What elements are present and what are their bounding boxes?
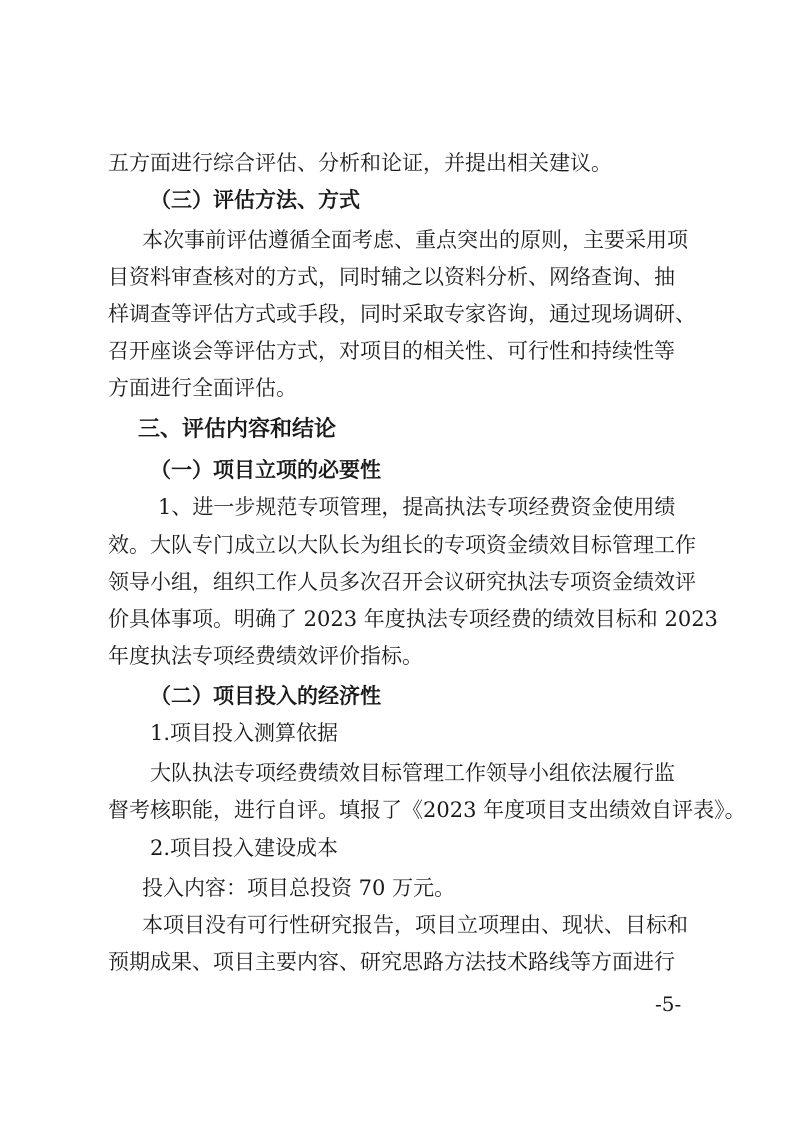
section-heading: 三、评估内容和结论	[138, 417, 337, 442]
paragraph-line: 五方面进行综合评估、分析和论证，并提出相关建议。	[108, 151, 612, 175]
paragraph-line: 目资料审查核对的方式，同时辅之以资料分析、网络查询、抽	[108, 265, 675, 289]
paragraph-line: 大队执法专项经费绩效目标管理工作领导小组依法履行监	[150, 761, 675, 785]
paragraph-line: 效。大队专门成立以大队长为组长的专项资金绩效目标管理工作	[108, 533, 696, 557]
paragraph-line: 价具体事项。明确了 2023 年度执法专项经费的绩效目标和 2023	[108, 607, 718, 631]
paragraph-line: 本项目没有可行性研究报告，项目立项理由、现状、目标和	[142, 913, 688, 937]
paragraph-line: 1、进一步规范专项管理，提高执法专项经费资金使用绩	[158, 495, 676, 519]
subsection-heading: （三）评估方法、方式	[150, 187, 360, 212]
subsection-heading: （二）项目投入的经济性	[150, 683, 381, 708]
paragraph-line: 督考核职能，进行自评。填报了《2023 年度项目支出绩效自评表》。	[108, 798, 746, 822]
paragraph-line: 领导小组，组织工作人员多次召开会议研究执法专项资金绩效评	[108, 570, 696, 594]
item-heading: 2.项目投入建设成本	[150, 836, 339, 860]
paragraph-line: 年度执法专项经费绩效评价指标。	[108, 644, 423, 668]
paragraph-line: 方面进行全面评估。	[108, 376, 297, 400]
paragraph-line: 预期成果、项目主要内容、研究思路方法技术路线等方面进行	[108, 950, 675, 974]
paragraph-line: 样调查等评估方式或手段，同时采取专家咨询，通过现场调研、	[108, 302, 696, 326]
subsection-heading: （一）项目立项的必要性	[150, 457, 381, 482]
page-number: -5-	[655, 992, 682, 1016]
paragraph-line: 召开座谈会等评估方式，对项目的相关性、可行性和持续性等	[108, 339, 675, 363]
item-heading: 1.项目投入测算依据	[150, 721, 339, 745]
paragraph-line: 本次事前评估遵循全面考虑、重点突出的原则，主要采用项	[142, 228, 688, 252]
paragraph-line: 投入内容：项目总投资 70 万元。	[142, 876, 456, 900]
